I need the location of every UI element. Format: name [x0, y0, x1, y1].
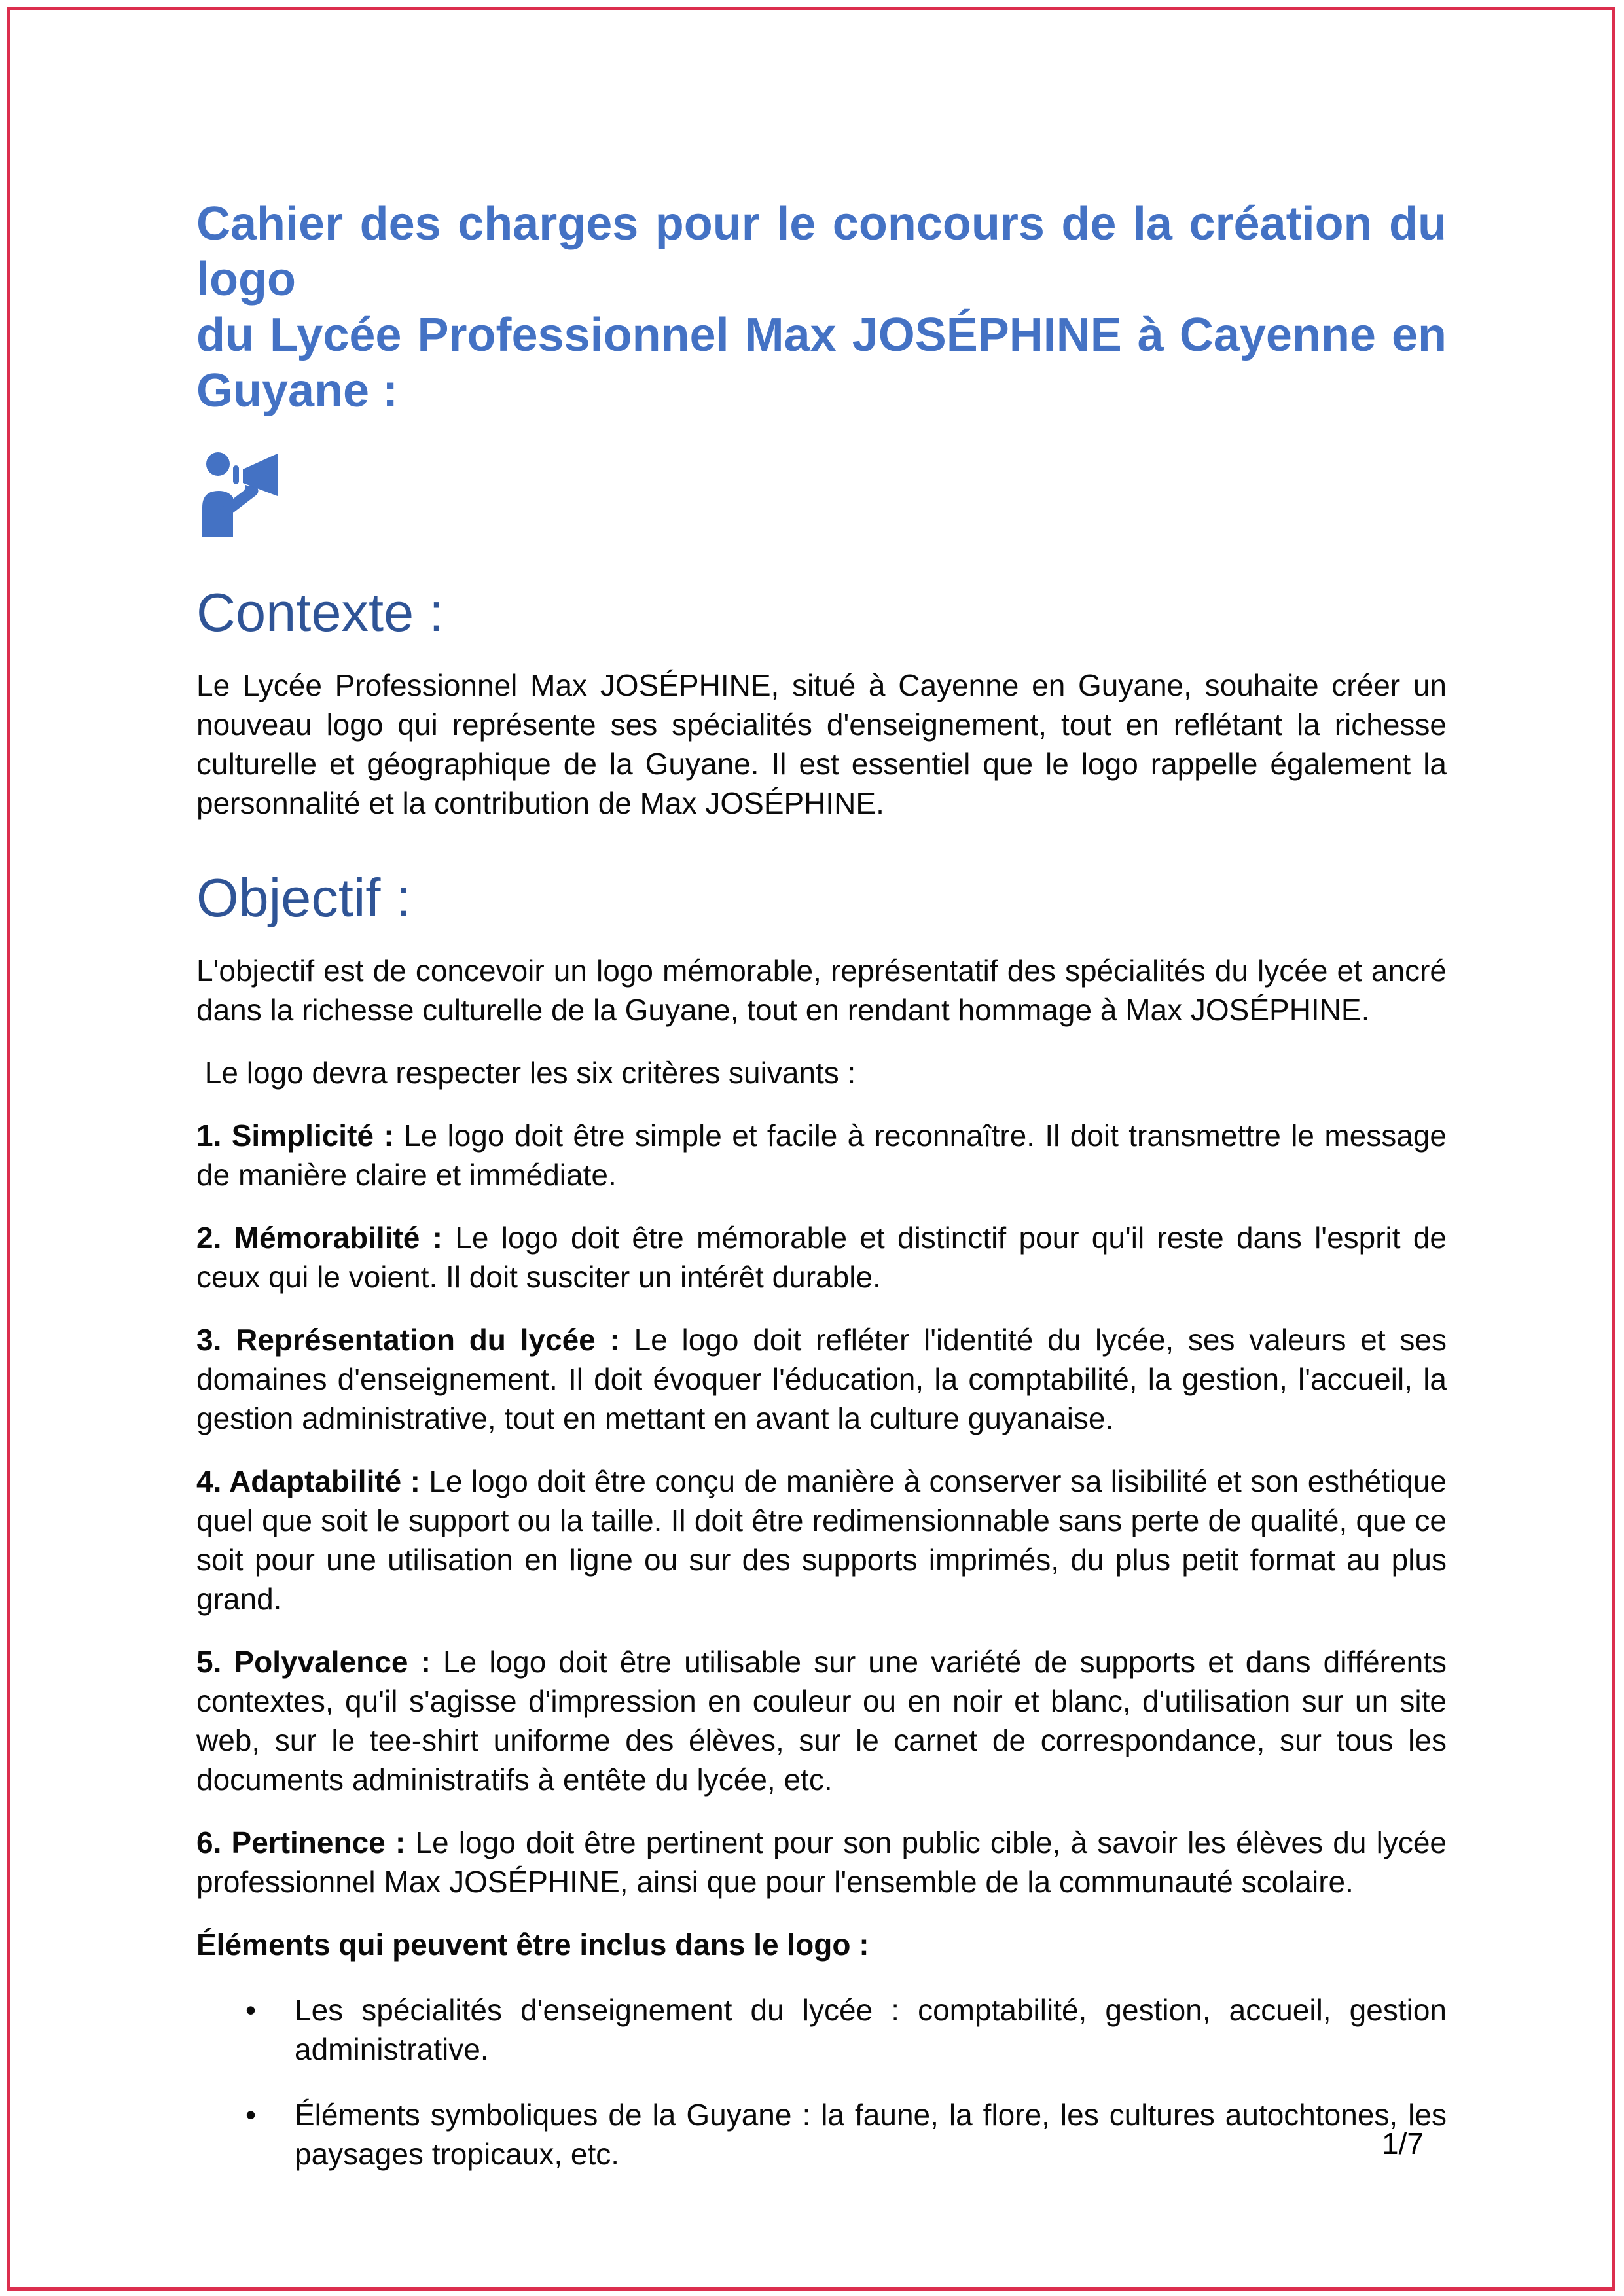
document-title-line-3: Guyane : [196, 365, 399, 417]
criterion-text: Le logo doit être conçu de manière à conserver sa lisibilité et son esthétique quel que soit le support ou la taille. Il doit être redimensionnable sans perte de qualité, que ce soit pour une utilisation en ligne ou sur des supports imprimés, du plus petit format au plus grand. [196, 1464, 1447, 1616]
announcement-icon-block [196, 449, 1447, 537]
paragraph-objectif: L'objectif est de concevoir un logo mémorable, représentatif des spécialités du lycée et ancré dans la richesse culturelle de la Guyane, tout en rendant hommage à Max JOSÉPHINE. [196, 954, 1447, 1027]
criterion-label: 5. Polyvalence : [196, 1645, 431, 1679]
bullet-list [196, 1990, 1447, 2174]
criterion-item-6 [196, 1823, 1447, 1901]
criterion-label: 3. Représentation du lycée : [196, 1323, 620, 1357]
criterion-text: Le logo doit être mémorable et distinctif pour qu'il reste dans l'esprit de ceux qui le voient. Il doit susciter un intérêt durable. [196, 1221, 1447, 1294]
bullet-item [196, 2095, 1447, 2174]
criterion-item-4 [196, 1462, 1447, 1619]
criterion-item-5 [196, 1642, 1447, 1799]
bullet-icon: • [245, 1993, 257, 2027]
bullet-text: Les spécialités d'enseignement du lycée : comptabilité, gestion, accueil, gestion administrative. [295, 1993, 1447, 2066]
criterion-text: Le logo doit être simple et facile à reconnaître. Il doit transmettre le message de manière claire et immédiate. [196, 1119, 1447, 1192]
page-number: 1/7 [1382, 2126, 1424, 2161]
person-with-megaphone-icon [196, 449, 288, 537]
criterion-label: 2. Mémorabilité : [196, 1221, 442, 1255]
criterion-item-1 [196, 1116, 1447, 1194]
section-heading-contexte: Contexte : [196, 582, 444, 643]
document-content [196, 196, 1447, 2174]
criterion-text: Le logo doit être pertinent pour son public cible, à savoir les élèves du lycée professionnel Max JOSÉPHINE, ainsi que pour l'ensemble de la communauté scolaire. [196, 1825, 1447, 1899]
criterion-label: 1. Simplicité : [196, 1119, 394, 1153]
criterion-label: 4. Adaptabilité : [196, 1464, 420, 1498]
document-title [196, 196, 1447, 419]
bullet-icon: • [245, 2098, 257, 2132]
section-heading-objectif: Objectif : [196, 867, 411, 928]
elements-heading: Éléments qui peuvent être inclus dans le logo : [196, 1928, 869, 1962]
paragraph-contexte: Le Lycée Professionnel Max JOSÉPHINE, situé à Cayenne en Guyane, souhaite créer un nouveau logo qui représente ses spécialités d'enseignement, tout en reflétant la richesse culturelle et géographique de la Guyane. Il est essentiel que le logo rappelle également la personnalité et la contribution de Max JOSÉPHINE. [196, 668, 1447, 820]
document-title-line-2: du Lycée Professionnel Max JOSÉPHINE à Cayenne en [196, 309, 1447, 361]
criterion-item-2 [196, 1218, 1447, 1297]
criterion-item-3 [196, 1320, 1447, 1438]
criterion-label: 6. Pertinence : [196, 1825, 406, 1859]
paragraph-intro-criteres: Le logo devra respecter les six critères suivants : [196, 1056, 856, 1090]
bullet-text: Éléments symboliques de la Guyane : la faune, la flore, les cultures autochtones, les paysages tropicaux, etc. [295, 2098, 1447, 2171]
bullet-item [196, 1990, 1447, 2069]
document-title-line-1: Cahier des charges pour le concours de la création du logo [196, 198, 1447, 306]
criterion-text: Le logo doit refléter l'identité du lycée, ses valeurs et ses domaines d'enseignement. Il doit évoquer l'éducation, la comptabilité, la gestion, l'accueil, la gestion administrative, tout en mettant en avant la culture guyanaise. [196, 1323, 1447, 1435]
criterion-text: Le logo doit être utilisable sur une variété de supports et dans différents contextes, qu'il s'agisse d'impression en couleur ou en noir et blanc, d'utilisation sur un site web, sur le tee-shirt uniforme des élèves, sur le carnet de correspondance, sur tous les documents administratifs à entête du lycée, etc. [196, 1645, 1447, 1797]
